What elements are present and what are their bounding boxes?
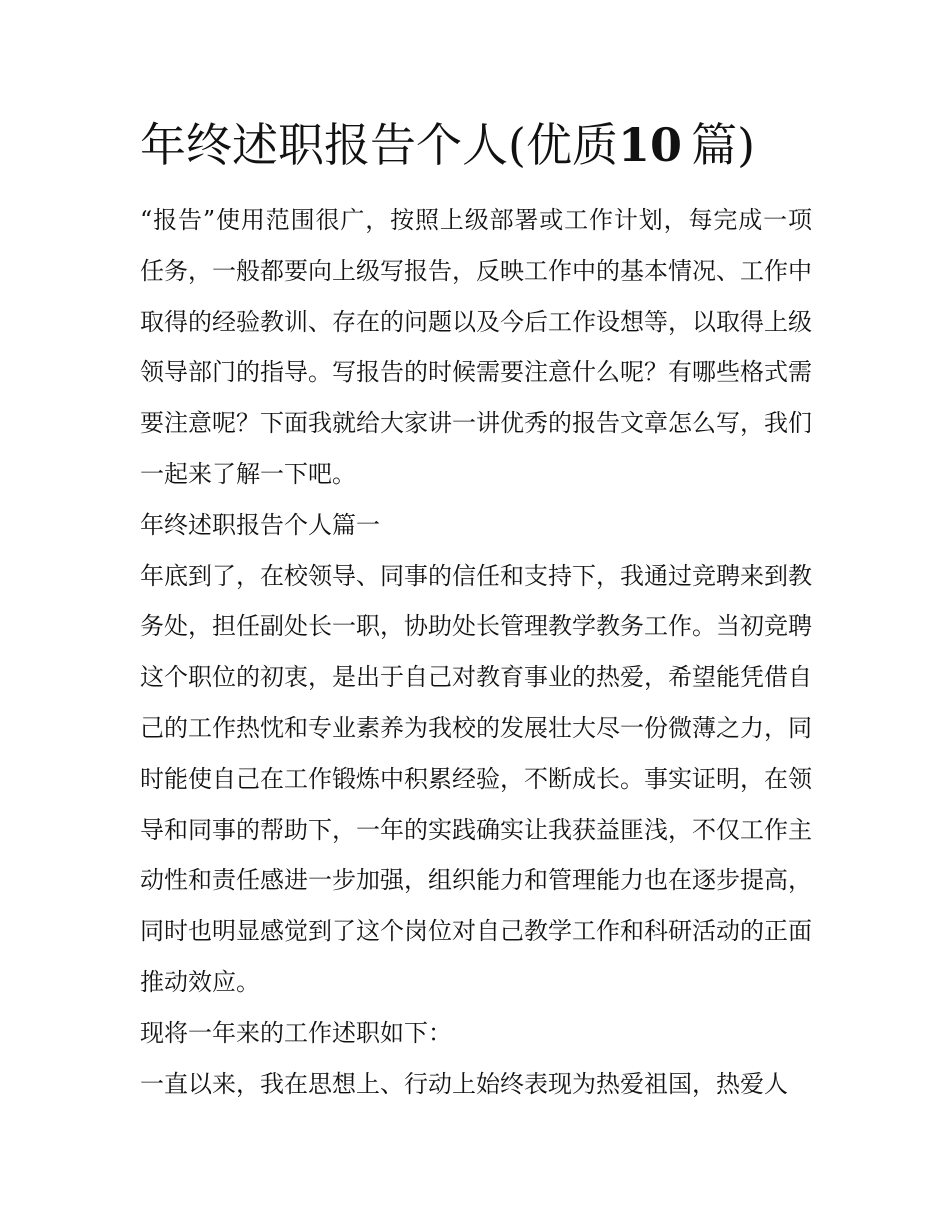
intro-paragraph: “报告”使用范围很广，按照上级部署或工作计划，每完成一项任务，一般都要向上级写报告，反映工作中的基本情况、工作中取得的经验教训、存在的问题以及今后工作设想等，以取得上级领导部门的指导。写报告的时候需要注意什么呢？有哪些格式需要注意呢？下面我就给大家讲一讲优秀的报告文章怎么写，我们一起来了解一下吧。 xyxy=(140,206,812,488)
body-paragraph: 现将一年来的工作述职如下： xyxy=(140,1018,452,1047)
document-title xyxy=(140,112,820,178)
section-heading: 年终述职报告个人篇一 xyxy=(140,510,380,539)
title-suffix: 篇) xyxy=(691,118,756,172)
title-prefix: 年终述职报告个人(优质 xyxy=(140,118,618,172)
body-paragraph: 年底到了，在校领导、同事的信任和支持下，我通过竞聘来到教务处，担任副处长一职，协助处长管理教学教务工作。当初竞聘这个职位的初衷，是出于自己对教育事业的热爱，希望能凭借自己的工作热忱和专业素养为我校的发展壮大尽一份微薄之力，同时能使自己在工作锻炼中积累经验，不断成长。事实证明，在领导和同事的帮助下，一年的实践确实让我获益匪浅，不仅工作主动性和责任感进一步加强，组织能力和管理能力也在逐步提高，同时也明显感觉到了这个岗位对自己教学工作和科研活动的正面推动效应。 xyxy=(140,561,812,996)
title-number: 10 xyxy=(617,118,682,172)
document-body xyxy=(140,195,812,1109)
body-paragraph: 一直以来，我在思想上、行动上始终表现为热爱祖国，热爱人 xyxy=(140,1069,788,1098)
